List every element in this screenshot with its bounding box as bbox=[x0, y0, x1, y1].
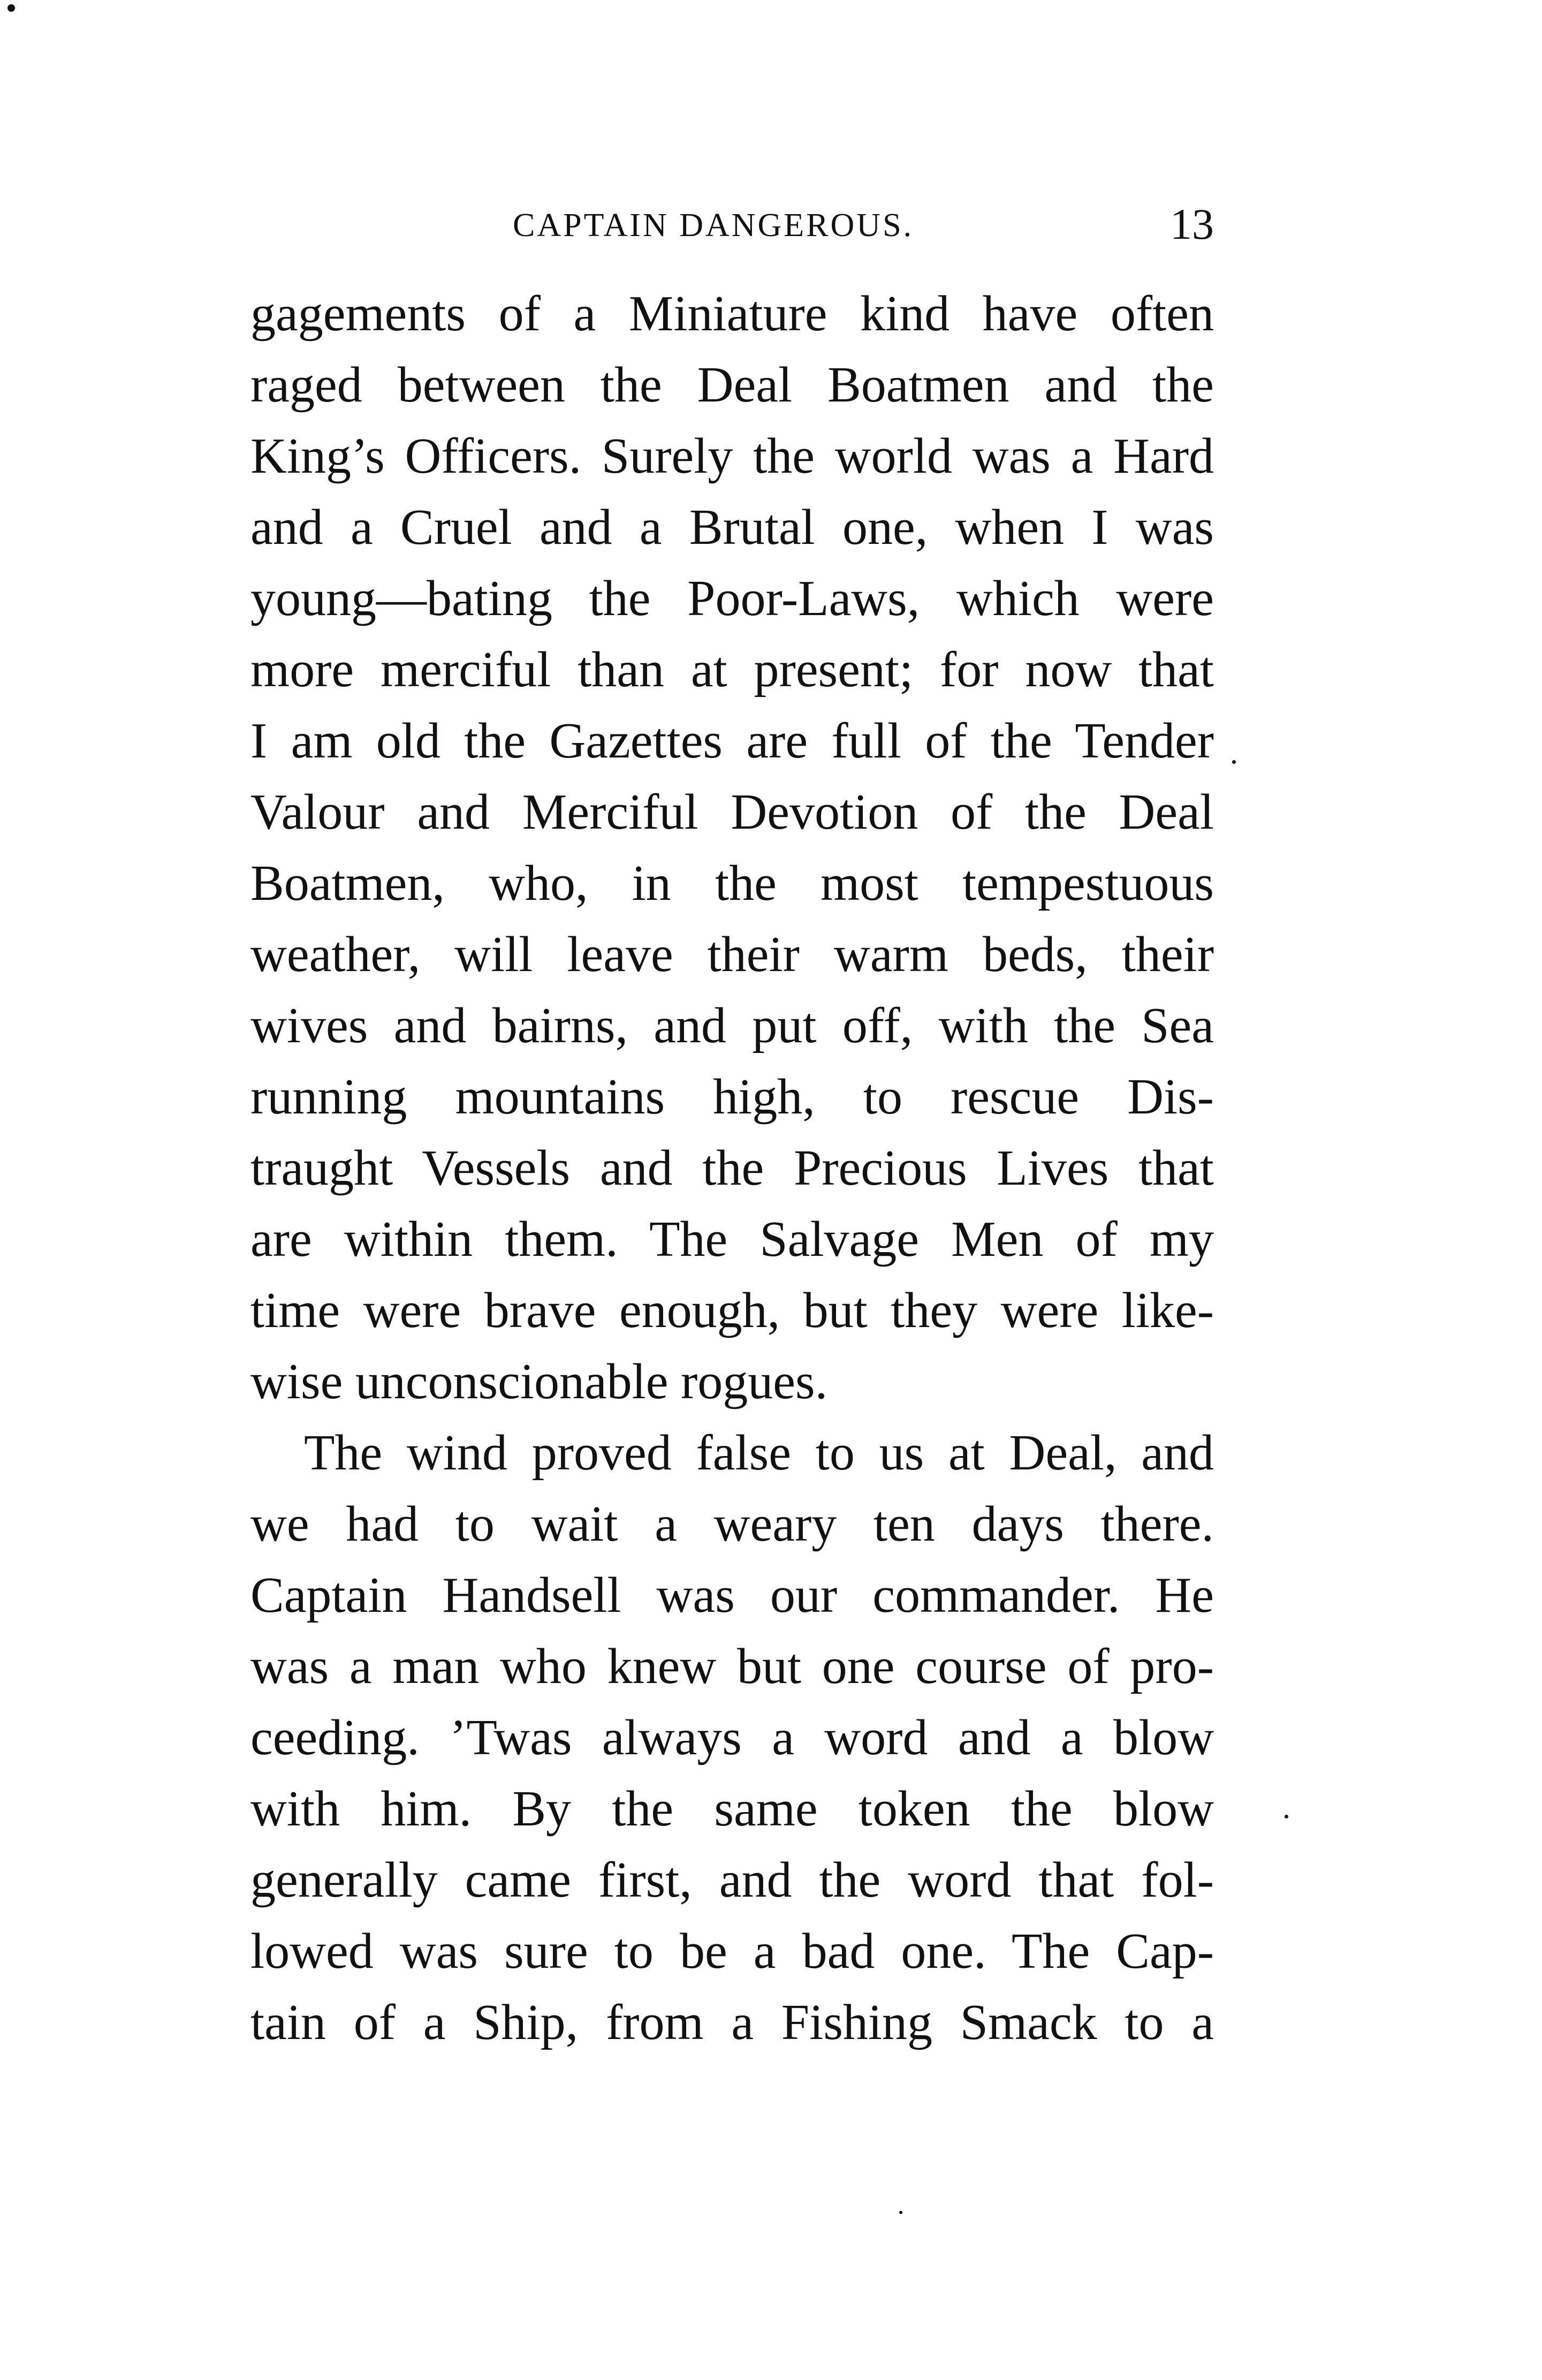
running-title: CAPTAIN DANGEROUS. bbox=[513, 207, 914, 244]
ink-speck bbox=[7, 4, 15, 12]
paragraph-2 bbox=[250, 1418, 1214, 2058]
paragraph-1 bbox=[250, 278, 1214, 1418]
text-line: tain of a Ship, from a Fishing Smack to a bbox=[250, 1995, 1214, 2050]
text-line: Captain Handsell was our commander. He bbox=[250, 1567, 1214, 1623]
text-line: Valour and Merciful Devotion of the Deal bbox=[250, 784, 1214, 840]
text-line: King’s Officers. Surely the world was a Hard bbox=[250, 428, 1214, 484]
text-line: raged between the Deal Boatmen and the bbox=[250, 357, 1214, 413]
ink-speck bbox=[899, 2211, 902, 2214]
ink-speck bbox=[1285, 1815, 1288, 1818]
text-line: traught Vessels and the Precious Lives that bbox=[250, 1140, 1214, 1196]
text-line: was a man who knew but one course of pro- bbox=[250, 1639, 1214, 1694]
text-line: and a Cruel and a Brutal one, when I was bbox=[250, 499, 1214, 555]
text-line: with him. By the same token the blow bbox=[250, 1781, 1214, 1837]
text-line: weather, will leave their warm beds, their bbox=[250, 927, 1214, 982]
text-line: ceeding. ’Twas always a word and a blow bbox=[250, 1710, 1214, 1765]
text-line: wives and bairns, and put off, with the Sea bbox=[250, 998, 1214, 1053]
text-line: we had to wait a weary ten days there. bbox=[250, 1496, 1214, 1552]
text-line: young—bating the Poor-Laws, which were bbox=[250, 571, 1214, 626]
text-line: generally came first, and the word that fol- bbox=[250, 1852, 1214, 1908]
text-line: wise unconscionable rogues. bbox=[250, 1354, 828, 1409]
ink-speck bbox=[1232, 760, 1236, 764]
text-line: are within them. The Salvage Men of my bbox=[250, 1211, 1214, 1267]
text-line: Boatmen, who, in the most tempestuous bbox=[250, 855, 1214, 911]
text-line: The wind proved false to us at Deal, and bbox=[304, 1425, 1214, 1481]
text-line: more merciful than at present; for now that bbox=[250, 642, 1214, 698]
text-line: lowed was sure to be a bad one. The Cap- bbox=[250, 1923, 1214, 1979]
text-line: I am old the Gazettes are full of the Tender bbox=[250, 713, 1214, 769]
text-line: gagements of a Miniature kind have often bbox=[250, 286, 1214, 342]
running-head bbox=[250, 200, 1214, 260]
text-line: time were brave enough, but they were like- bbox=[250, 1283, 1214, 1338]
page-number: 13 bbox=[1170, 200, 1214, 248]
text-line: running mountains high, to rescue Dis- bbox=[250, 1069, 1214, 1125]
body-text bbox=[250, 278, 1214, 2058]
